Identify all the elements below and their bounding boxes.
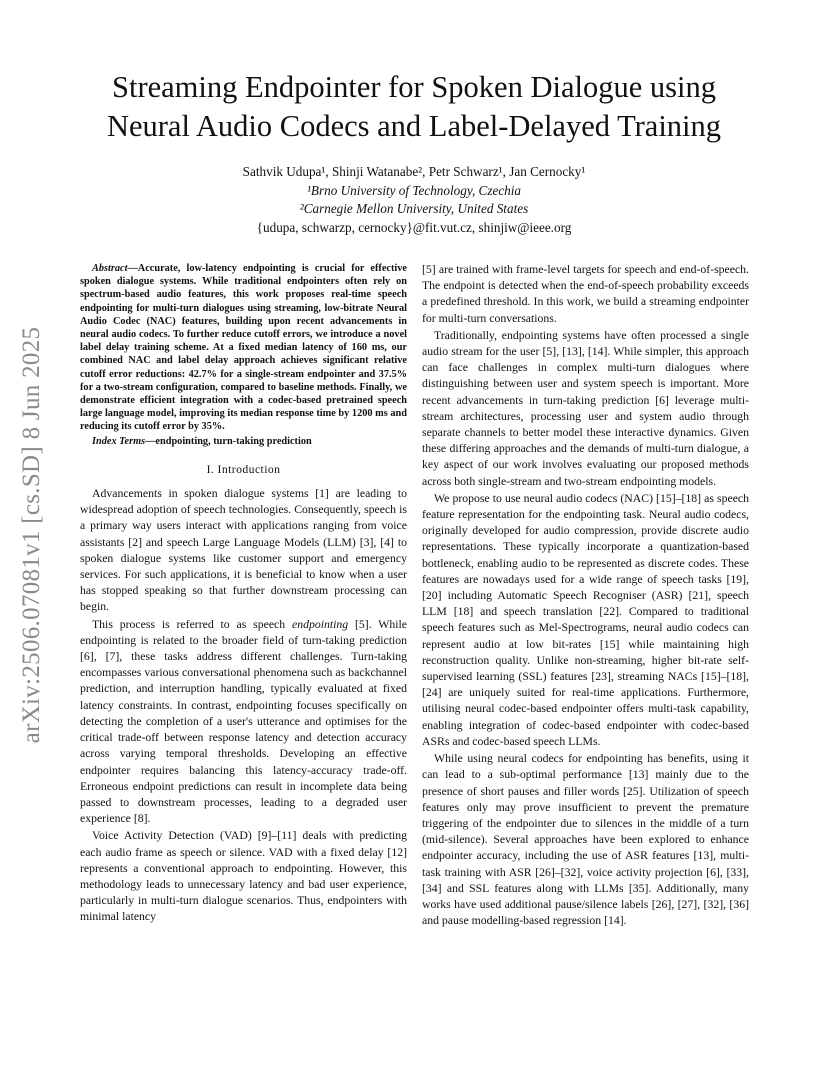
- intro-p2-end: [5]. While endpointing is related to the broader field of turn-taking prediction [6], [7], these tasks address different challenges. Turn-taking encompasses various conversational phenomena such as backchannel prediction, and interruption handling, typically evaluated at fixed latency constraints. In contrast, endpointing focuses specifically on detecting the completion of a user's utterance and optimises for the critical trade-off between response latency and detection accuracy across varying temporal thresholds. Developing an effective endpointer requires balancing this latency-accuracy trade-off. Erroneous endpoint predictions can result in incomplete data being passed to downstream processes, leading to a degraded user experience [8].: [80, 617, 407, 826]
- paper-title: [60, 68, 768, 146]
- intro-paragraph-3: Voice Activity Detection (VAD) [9]–[11] deals with predicting each audio frame as speech or silence. VAD with a fixed delay [12] represents a conventional approach to endpointing. However, this methodology leads to unnecessary latency and bad user experience, particularly in multi-turn dialogue scenarios. Thus, endpointers with minimal latency: [80, 829, 407, 924]
- abstract-text: —Accurate, low-latency endpointing is crucial for effective spoken dialogue systems. While traditional endpointers often rely on spectrum-based audio features, this work proposes real-time speech endpointing for multi-turn dialogues using streaming, low-bitrate Neural Audio Codec (NAC) features, building upon recent advancements in neural audio codecs. To further reduce cutoff errors, we introduce a novel label delay training scheme. At a fixed median latency of 160 ms, our combined NAC and label delay approach achieves significant relative cutoff error reductions: 42.7% for a single-stream endpointer and 37.5% for a two-stream configuration, compared to baseline methods. Finally, we demonstrate efficient integration with a codec-based pretrained speech large language model, improving its median response time by 1200 ms and reducing its cutoff error by 35%.: [80, 263, 407, 433]
- right-column: [422, 262, 749, 930]
- intro-paragraph-2: [80, 617, 407, 828]
- intro-paragraph-1: Advancements in spoken dialogue systems [1] are leading to widespread adoption of speech technologies. Consequently, speech is a primary way users interact with applications ranging from voice assistants [2] and speech Large Language Models (LLM) [3], [4] to spoken dialogue systems like customer support and emergency services. For such applications, it is beneficial to know when a user has stopped speaking so that further downstream processing can begin.: [80, 487, 407, 614]
- right-paragraph-2: We propose to use neural audio codecs (NAC) [15]–[18] as speech feature representation for the endpointing task. Neural audio codecs, originally developed for audio compression, provide discrete audio representations. These typically incorporate a quantization-based bottleneck, enabling audio to be represented as discrete codes. These features are nowadays used for a wide range of speech tasks [19], [20] including Automatic Speech Recogniser (ASR) [21], speech LLM [18] and speech translation [22]. Compared to traditional speech features such as Mel-Spectrograms, neural audio codecs can represent audio at low bit-rates [15] while maintaining high reconstruction quality. Unlike non-streaming, higher bit-rate self-supervised learning (SSL) features [23], streaming NACs [15]–[18], [24] are uniquely suited for real-time applications. Furthermore, utilising neural codec-based endpointer offers multi-task capability, enabling integration of codec-based endpointer with codec-based ASRs and codec-based speech LLMs.: [422, 491, 749, 748]
- affiliation-2: ²Carnegie Mellon University, United States: [299, 201, 529, 217]
- intro-p2-emphasis: endpointing: [292, 617, 349, 631]
- arxiv-identifier: arXiv:2506.07081v1 [cs.SD] 8 Jun 2025: [18, 326, 45, 744]
- abstract-label: Abstract: [92, 263, 128, 274]
- abstract: [80, 262, 407, 434]
- title-line-2: Neural Audio Codecs and Label-Delayed Training: [106, 109, 722, 143]
- right-paragraph-0: [5] are trained with frame-level targets for speech and end-of-speech. The endpoint is detected when the end-of-speech probability exceeds a predefined threshold. In this work, we build a streaming endpointer for multi-turn conversations.: [422, 263, 749, 325]
- right-paragraph-1: Traditionally, endpointing systems have often processed a single audio stream for the user [5], [13], [14]. While simpler, this approach can face challenges in complex multi-turn dialogues where distinguishing between user and system speech is important. More recent advancements in turn-taking prediction [6] leverage multi-stream architectures, processing user and system audio through separate channels to better model these interactive dynamics. Given these differing approaches and the demands of multi-turn dialogue, a key aspect of our work involves evaluating our proposed methods across both single-stream and two-stream endpointing models.: [422, 328, 749, 488]
- title-line-1: Streaming Endpointer for Spoken Dialogue using: [112, 70, 716, 104]
- author-names: Sathvik Udupa¹, Shinji Watanabe², Petr Schwarz¹, Jan Cernocky¹: [242, 164, 586, 179]
- intro-p2-start: This process is referred to as speech: [92, 617, 292, 631]
- affiliation-1: ¹Brno University of Technology, Czechia: [306, 182, 522, 198]
- arxiv-sidebar-stamp: [14, 310, 50, 760]
- author-emails: {udupa, schwarzp, cernocky}@fit.vut.cz, shinjiw@ieee.org: [256, 219, 572, 235]
- index-terms: [80, 435, 407, 448]
- section-heading-introduction: I. Introduction: [206, 462, 281, 476]
- author-block: [60, 163, 768, 237]
- index-terms-label: Index Terms: [92, 435, 146, 447]
- right-paragraph-3: While using neural codecs for endpointing has benefits, using it can lead to a sub-optimal performance [13] mainly due to the presence of short pauses and filler words [25]. Utilization of speech features only may prove insufficient to prevent the premature triggering of the endpointer due to silences in the middle of a turn (mid-silence). Several approaches have been explored to enhance endpointer accuracy, including the use of ASR features [13], multi-task training with ASR [26]–[32], voice activity projection [6], [33], [34] and SSL features along with LLMs [35]. Additionally, many works have used additional pause/silence labels [26], [27], [32], [36] and pause modelling-based regression [14].: [422, 752, 749, 928]
- left-column: [80, 262, 407, 927]
- index-terms-text: —endpointing, turn-taking prediction: [145, 435, 312, 447]
